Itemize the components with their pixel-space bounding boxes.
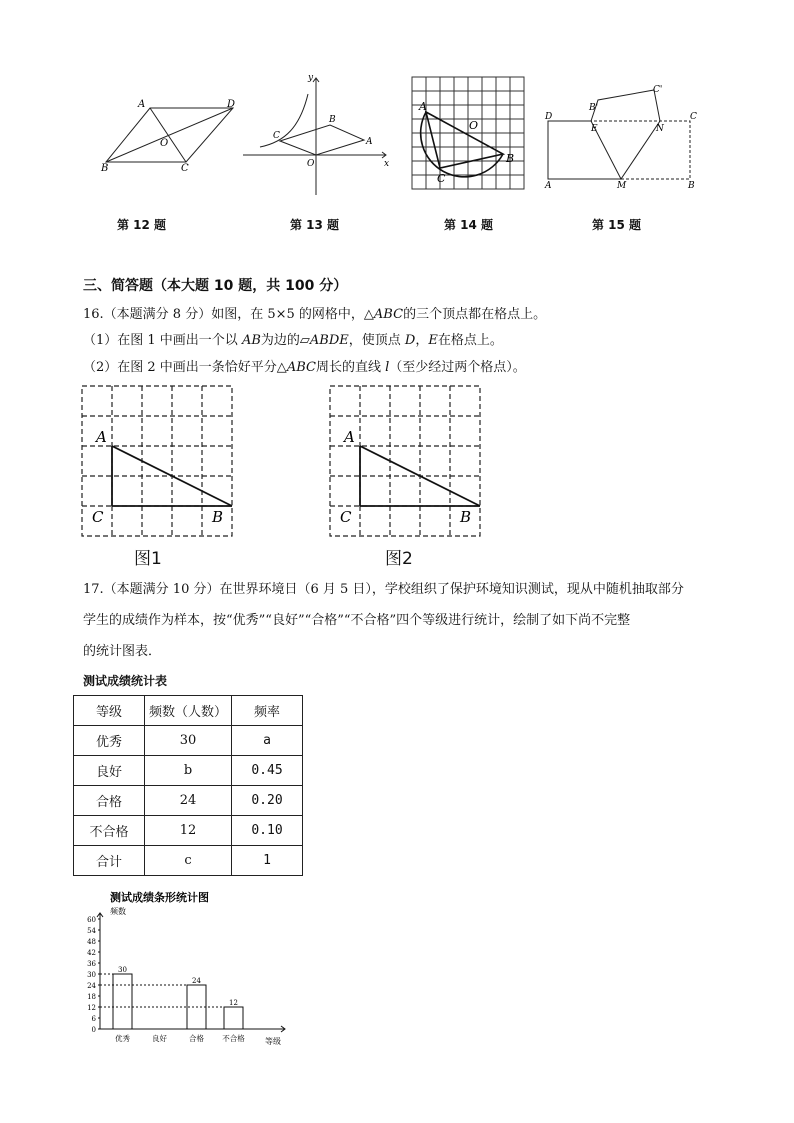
table-cell: b [145,756,232,786]
chart-y-tick-label: 24 [87,982,96,990]
fig15-label-m: M [617,181,627,191]
fig14-label-c: C [437,172,446,185]
fig13-label-c: C [273,131,280,141]
table-row [74,726,303,756]
table-cell: 0.45 [232,756,303,786]
table-title: 测试成绩统计表 [83,674,168,688]
q16-heading: 16.（本题满分 8 分）如图，在 5×5 的网格中，△ABC的三个顶点都在格点上。 [83,307,547,322]
q17-line-1: 17.（本题满分 10 分）在世界环境日（6 月 5 日），学校组织了保护环境知识测试，现从中随机抽取部分 [83,582,684,597]
grid1-label-a: A [96,428,107,446]
fig1-caption: 图1 [134,549,162,569]
fig15-label-b-prime: B' [589,103,599,113]
table-header-cell: 频数（人数） [145,696,232,726]
chart-y-tick-label: 54 [87,927,96,935]
grid-figure-1 [75,380,240,545]
figure-14 [405,72,530,197]
grid1-label-c: C [92,508,104,526]
fig12-label-b: B [101,163,109,174]
table-cell: 1 [232,846,303,876]
grid2-label-c: C [340,508,352,526]
fig13-label-x: x [384,159,390,169]
q16-part2: （2）在图 2 中画出一条恰好平分△ABC周长的直线 l（至少经过两个格点）。 [83,360,526,375]
table-header-row [74,696,303,726]
fig13-label-b: B [329,115,336,125]
chart-y-tick-label: 60 [87,916,96,924]
caption-q15: 第 15 题 [592,218,642,232]
chart-x-tick-label: 合格 [189,1034,204,1043]
table-row [74,816,303,846]
fig15-label-c-prime: C' [653,85,663,95]
table-cell: 12 [145,816,232,846]
fig12-label-d: D [227,99,236,110]
chart-x-tick-label: 良好 [152,1034,167,1043]
q16-part1: （1）在图 1 中画出一个以 AB为边的▱ABDE，使顶点 D，E在格点上。 [83,333,503,348]
fig15-label-c: C [690,112,697,122]
chart-xlabel: 等级 [265,1037,281,1046]
chart-y-tick-label: 48 [87,938,96,946]
fig15-label-e: E [591,124,598,134]
q17-line-3: 的统计图表． [83,644,162,659]
chart-y-tick-label: 42 [87,949,96,957]
chart-y-tick-label: 6 [91,1015,96,1023]
fig13-label-y: y [308,73,314,83]
table-cell: 优秀 [74,726,145,756]
caption-q12: 第 12 题 [117,218,167,232]
table-cell: a [232,726,303,756]
figure-12 [98,95,243,175]
grid2-label-a: A [344,428,355,446]
grid-figure-2 [323,380,488,545]
chart-data-label: 12 [229,999,238,1007]
chart-data-label: 30 [118,966,127,974]
table-cell: 合计 [74,846,145,876]
fig2-caption: 图2 [385,549,413,569]
table-row [74,846,303,876]
figure-15 [540,80,700,192]
table-row [74,786,303,816]
table-header-cell: 频率 [232,696,303,726]
table-cell: 良好 [74,756,145,786]
chart-y-tick-label: 36 [87,960,96,968]
table-cell: 不合格 [74,816,145,846]
table-cell: 0.10 [232,816,303,846]
fig12-label-a: A [138,99,146,110]
chart-bar [224,1007,243,1029]
table-header-cell: 等级 [74,696,145,726]
table-cell: 合格 [74,786,145,816]
fig13-label-o: O [307,159,315,169]
fig14-label-a: A [419,100,427,113]
section-title: 三、简答题（本大题 10 题，共 100 分） [83,278,348,294]
caption-q14: 第 14 题 [444,218,494,232]
fig13-label-a: A [366,137,373,147]
chart-title: 测试成绩条形统计图 [110,891,209,904]
fig15-label-d: D [545,112,553,122]
chart-bar [113,974,132,1029]
fig14-label-o: O [469,119,479,132]
q17-line-2: 学生的成绩作为样本，按“优秀”“良好”“合格”“不合格”四个等级进行统计，绘制了如下尚不完整 [83,613,631,628]
fig14-label-b: B [506,152,515,165]
grid2-label-b: B [460,508,472,526]
fig15-label-n: N [656,124,664,134]
bar-chart [75,887,300,1052]
chart-y-tick-label: 0 [91,1026,96,1034]
figure-13 [240,72,395,200]
table-row [74,756,303,786]
chart-x-tick-label: 优秀 [115,1034,130,1043]
table-cell: 0.20 [232,786,303,816]
chart-y-tick-label: 18 [87,993,96,1001]
chart-data-label: 24 [192,977,201,985]
fig15-label-a: A [545,181,552,191]
table-cell: 24 [145,786,232,816]
fig12-label-o: O [160,138,169,149]
chart-x-tick-label: 不合格 [222,1034,245,1043]
grid1-label-b: B [212,508,224,526]
fig12-label-c: C [181,163,189,174]
table-cell: c [145,846,232,876]
fig15-label-b: B [688,181,695,191]
caption-q13: 第 13 题 [290,218,340,232]
chart-y-tick-label: 12 [87,1004,96,1012]
chart-ylabel: 频数 [110,907,126,916]
stats-table [73,695,303,876]
table-cell: 30 [145,726,232,756]
chart-y-tick-label: 30 [87,971,96,979]
